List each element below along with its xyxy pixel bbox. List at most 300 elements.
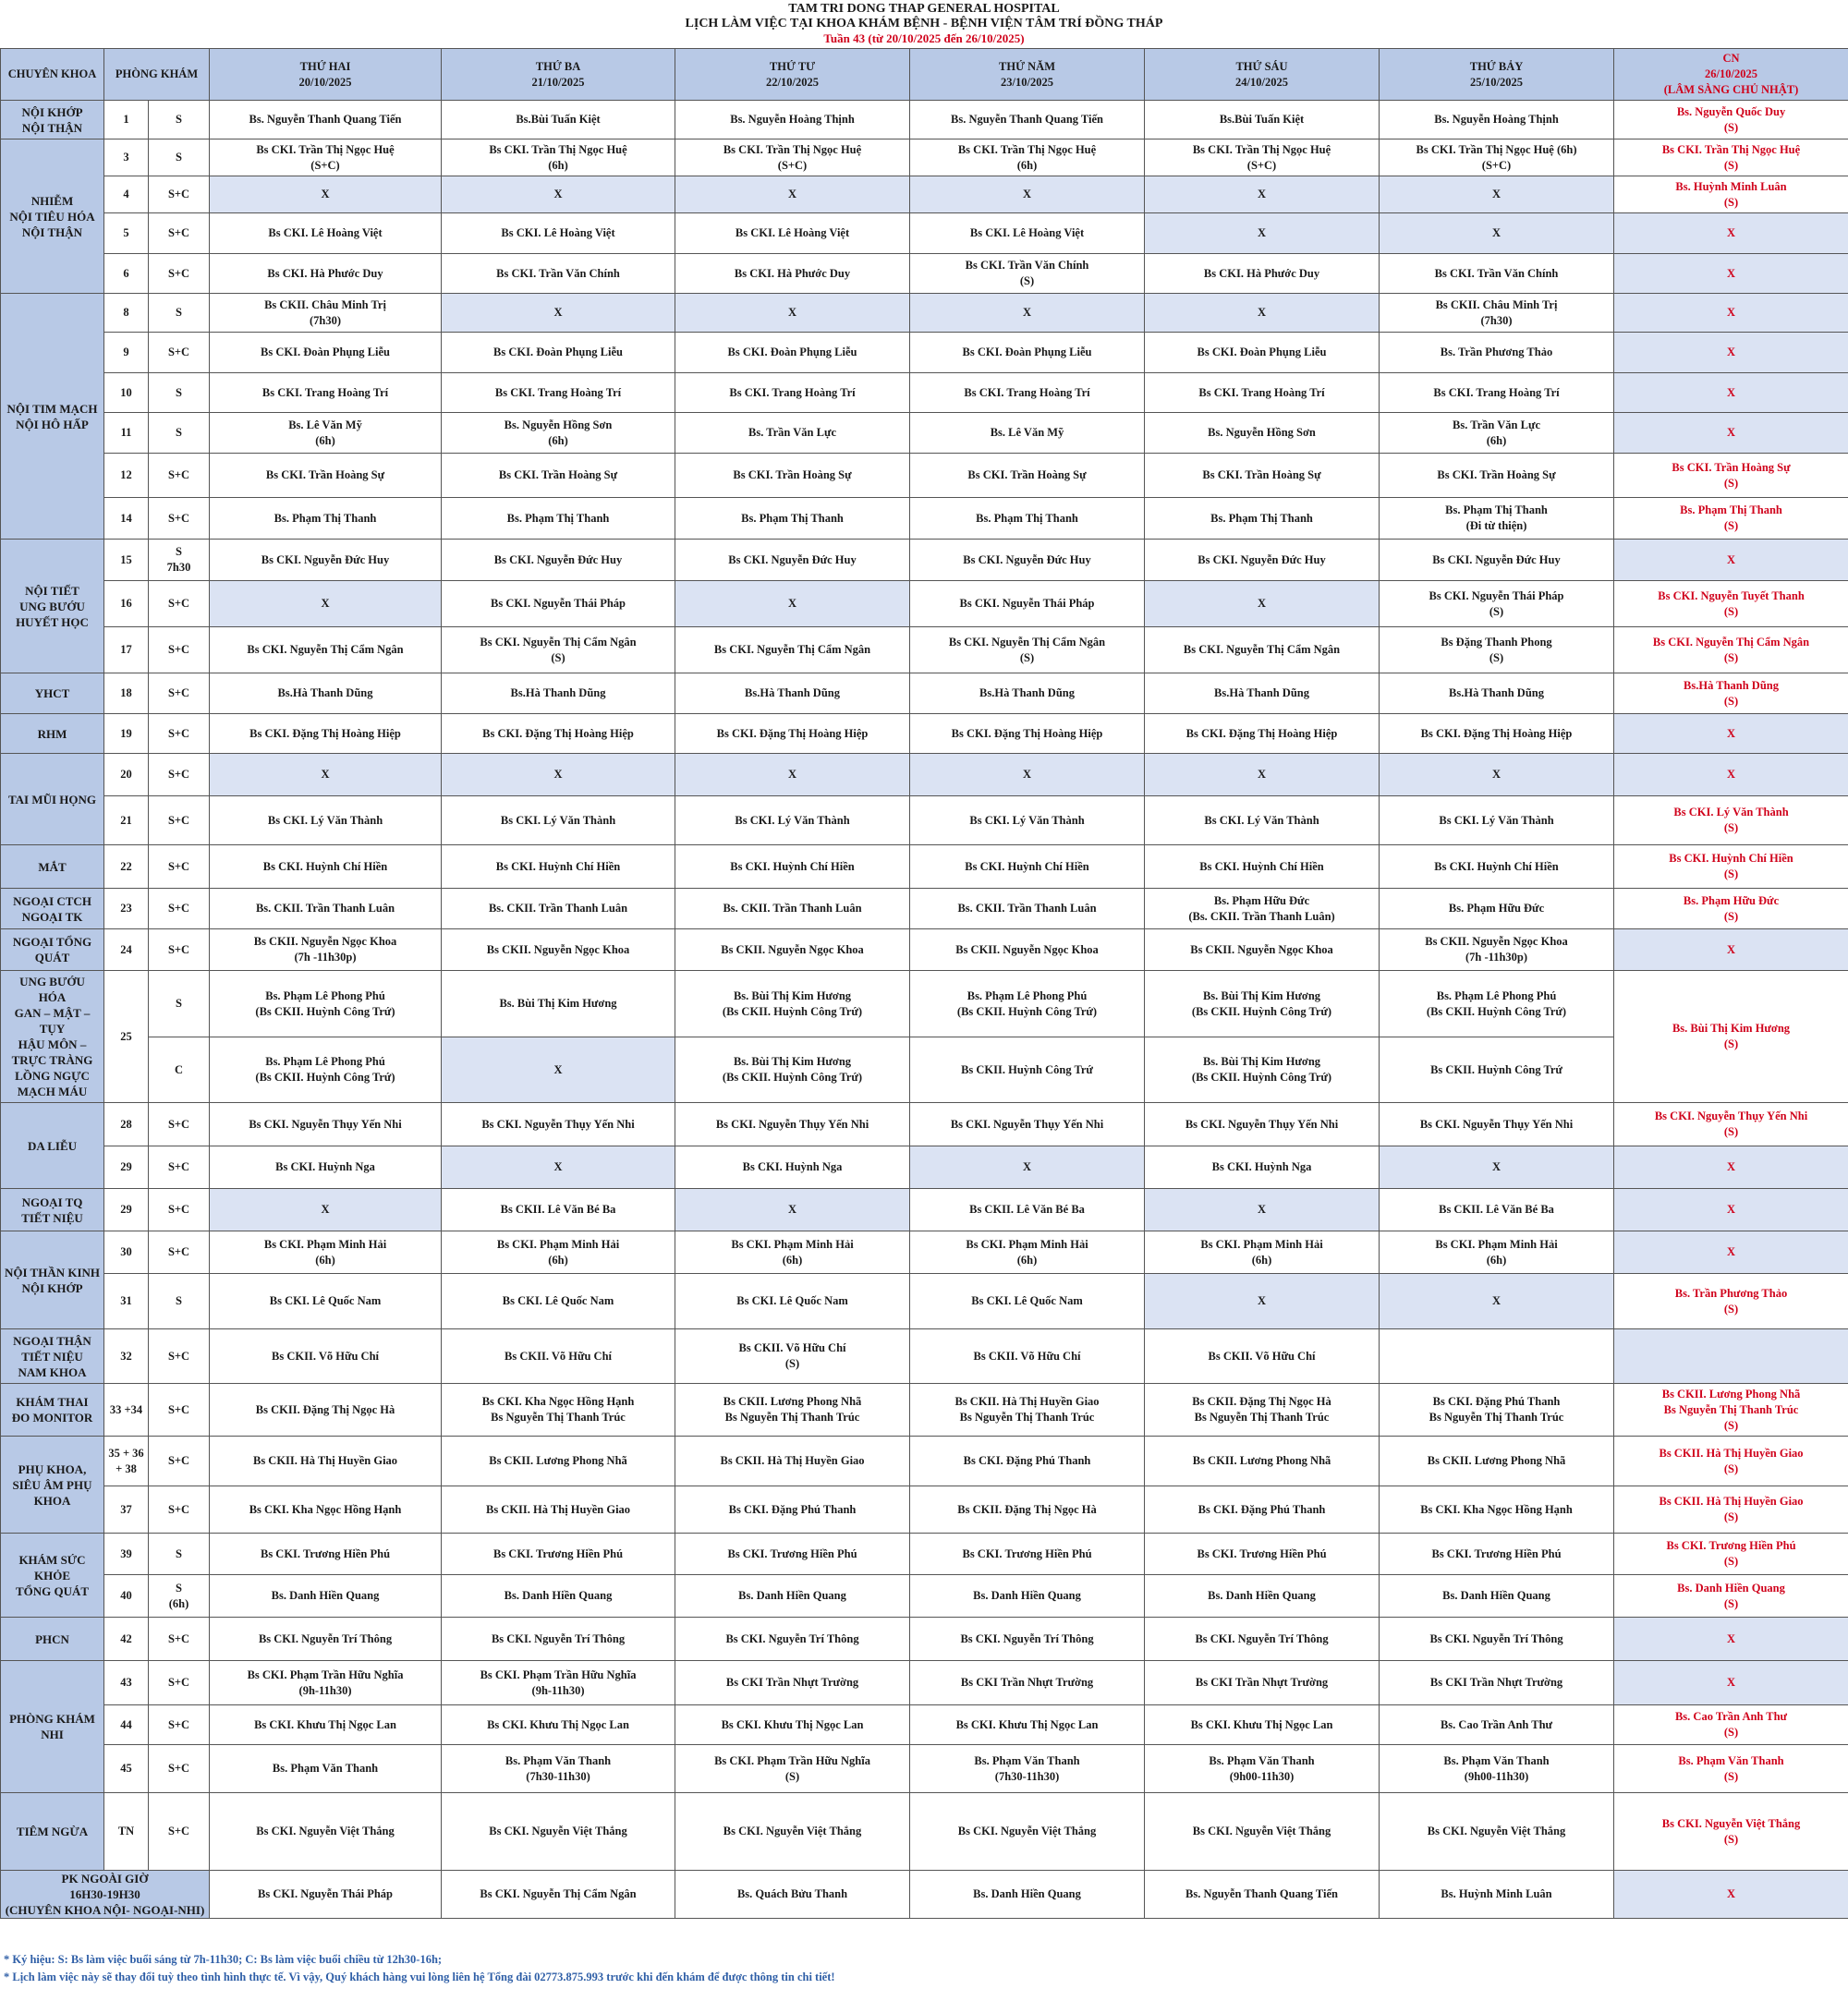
doctor-cell: Bs CKI. Lê Quốc Nam <box>442 1274 675 1329</box>
sunday-doctor-cell: Bs. Huỳnh Minh Luân (S) <box>1614 176 1848 213</box>
doctor-cell: Bs.Bùi Tuấn Kiệt <box>1145 101 1380 139</box>
doctor-cell: Bs CKI. Trần Thị Ngọc Huệ (S+C) <box>210 139 442 176</box>
room-number-cell: 33 +34 <box>104 1384 149 1437</box>
shift-cell: S+C <box>149 845 210 889</box>
doctor-cell: Bs CKI. Nguyễn Thụy Yến Nhi <box>442 1103 675 1146</box>
doctor-cell: Bs CKII. Hà Thị Huyền Giao <box>675 1437 910 1486</box>
doctor-cell: Bs CKI. Lý Văn Thành <box>1145 796 1380 845</box>
sunday-doctor-cell: X <box>1614 754 1848 796</box>
doctor-cell: Bs CKI. Đặng Phú Thanh <box>675 1486 910 1534</box>
doctor-cell: Bs. Trần Văn Lực <box>675 413 910 454</box>
doctor-cell: Bs CKI. Trần Hoàng Sự <box>442 454 675 498</box>
doctor-cell: Bs CKI. Trần Thị Ngọc Huệ (6h) <box>910 139 1145 176</box>
doctor-cell: Bs CKI. Đặng Phú Thanh Bs Nguyễn Thị Thanh Trúc <box>1380 1384 1614 1437</box>
doctor-cell: X <box>210 581 442 627</box>
doctor-cell: Bs. Nguyễn Hoàng Thịnh <box>675 101 910 139</box>
table-row <box>1 454 1848 498</box>
table-row <box>1 673 1848 714</box>
sunday-doctor-cell: X <box>1614 1871 1848 1919</box>
sunday-doctor-cell: Bs. Cao Trần Anh Thư (S) <box>1614 1705 1848 1745</box>
doctor-cell: Bs CKI. Phạm Minh Hải (6h) <box>210 1231 442 1274</box>
doctor-cell: Bs CKI. Hà Phước Duy <box>210 254 442 294</box>
doctor-cell: Bs CKI. Nguyễn Thái Pháp (S) <box>1380 581 1614 627</box>
doctor-cell: Bs.Hà Thanh Dũng <box>442 673 675 714</box>
doctor-cell: Bs. Nguyễn Thanh Quang Tiến <box>910 101 1145 139</box>
doctor-cell: Bs. CKII. Trần Thanh Luân <box>210 889 442 929</box>
doctor-cell: Bs. Danh Hiền Quang <box>910 1575 1145 1618</box>
doctor-cell: Bs. Phạm Thị Thanh <box>910 498 1145 540</box>
shift-cell: S+C <box>149 627 210 673</box>
doctor-cell: Bs CKII. Nguyễn Ngọc Khoa <box>1145 929 1380 971</box>
doctor-cell: Bs.Hà Thanh Dũng <box>1380 673 1614 714</box>
table-row <box>1 1793 1848 1871</box>
sunday-doctor-cell: X <box>1614 714 1848 754</box>
sunday-doctor-cell: X <box>1614 373 1848 413</box>
doctor-cell: Bs CKI. Nguyễn Thụy Yến Nhi <box>1380 1103 1614 1146</box>
doctor-cell: Bs CKI. Nguyễn Trí Thông <box>1145 1618 1380 1661</box>
table-row <box>1 1384 1848 1437</box>
doctor-cell: Bs CKI. Trương Hiền Phú <box>1145 1534 1380 1575</box>
sunday-doctor-cell: Bs.Hà Thanh Dũng (S) <box>1614 673 1848 714</box>
shift-cell: S+C <box>149 1618 210 1661</box>
doctor-cell: Bs CKII. Nguyễn Ngọc Khoa (7h -11h30p) <box>210 929 442 971</box>
doctor-cell: Bs CKI. Hà Phước Duy <box>1145 254 1380 294</box>
footnote: * Lịch làm việc này sẽ thay đổi tuỳ theo tình hình thực tế. Vì vậy, Quý khách hàng vui lòng liên hệ Tổng đài 02773.875.993 trước khi đến khám để được thông tin chi tiết! <box>4 1971 835 1983</box>
doctor-cell: X <box>442 294 675 333</box>
doctor-cell: Bs CKII. Châu Minh Trị (7h30) <box>210 294 442 333</box>
specialty-cell: KHÁM THAI ĐO MONITOR <box>1 1384 104 1437</box>
doctor-cell: Bs. Lê Văn Mỹ <box>910 413 1145 454</box>
room-number-cell: 19 <box>104 714 149 754</box>
shift-cell: S <box>149 139 210 176</box>
doctor-cell: Bs. Nguyễn Hồng Sơn <box>1145 413 1380 454</box>
shift-cell: S+C <box>149 498 210 540</box>
room-number-cell: 5 <box>104 213 149 254</box>
room-number-cell: 12 <box>104 454 149 498</box>
room-number-cell: 18 <box>104 673 149 714</box>
col-header-day: THỨ SÁU 24/10/2025 <box>1145 49 1380 101</box>
doctor-cell: X <box>1380 1146 1614 1189</box>
table-row <box>1 796 1848 845</box>
doctor-cell: X <box>442 754 675 796</box>
doctor-cell: Bs CKI. Khưu Thị Ngọc Lan <box>442 1705 675 1745</box>
room-number-cell: 45 <box>104 1745 149 1793</box>
sunday-doctor-cell: Bs CKI. Trần Thị Ngọc Huệ (S) <box>1614 139 1848 176</box>
doctor-cell: Bs CKI. Huỳnh Chí Hiền <box>442 845 675 889</box>
doctor-cell: Bs CKI. Nguyễn Thụy Yến Nhi <box>210 1103 442 1146</box>
doctor-cell: Bs. Huỳnh Minh Luân <box>1380 1871 1614 1919</box>
table-row <box>1 540 1848 581</box>
specialty-cell: KHÁM SỨC KHỎE TỔNG QUÁT <box>1 1534 104 1618</box>
doctor-cell: Bs CKI. Huỳnh Nga <box>675 1146 910 1189</box>
doctor-cell: Bs CKI. Nguyễn Việt Thắng <box>910 1793 1145 1871</box>
shift-cell: S+C <box>149 673 210 714</box>
room-number-cell: TN <box>104 1793 149 1871</box>
doctor-cell <box>1380 1329 1614 1384</box>
shift-cell: S+C <box>149 1103 210 1146</box>
shift-cell: S+C <box>149 929 210 971</box>
doctor-cell: Bs CKI. Nguyễn Trí Thông <box>210 1618 442 1661</box>
doctor-cell: Bs CKI. Trần Hoàng Sự <box>1380 454 1614 498</box>
room-number-cell: 10 <box>104 373 149 413</box>
doctor-cell: Bs. Cao Trần Anh Thư <box>1380 1705 1614 1745</box>
doctor-cell: Bs CKI. Đặng Thị Hoàng Hiệp <box>1145 714 1380 754</box>
doctor-cell: Bs CKI. Đoàn Phụng Liễu <box>910 333 1145 373</box>
sunday-doctor-cell: Bs. Danh Hiền Quang (S) <box>1614 1575 1848 1618</box>
shift-cell: S+C <box>149 1189 210 1231</box>
doctor-cell: Bs CKI. Nguyễn Thị Cẩm Ngân <box>675 627 910 673</box>
doctor-cell: Bs CKI. Nguyễn Trí Thông <box>1380 1618 1614 1661</box>
doctor-cell: X <box>910 294 1145 333</box>
doctor-cell: Bs. Phạm Lê Phong Phú (Bs CKII. Huỳnh Công Trứ) <box>210 971 442 1037</box>
doctor-cell: Bs CKI. Kha Ngọc Hồng Hạnh <box>1380 1486 1614 1534</box>
doctor-cell: Bs CKII. Lương Phong Nhã <box>1380 1437 1614 1486</box>
sunday-doctor-cell: Bs CKI. Lý Văn Thành (S) <box>1614 796 1848 845</box>
doctor-cell: Bs. Phạm Văn Thanh (7h30-11h30) <box>442 1745 675 1793</box>
table-header-row <box>1 49 1848 101</box>
shift-cell: S+C <box>149 581 210 627</box>
doctor-cell: Bs CKII. Đặng Thị Ngọc Hà <box>210 1384 442 1437</box>
doctor-cell: Bs CKI. Nguyễn Đức Huy <box>1380 540 1614 581</box>
table-row <box>1 1871 1848 1919</box>
doctor-cell: Bs CKI. Nguyễn Việt Thắng <box>210 1793 442 1871</box>
doctor-cell: Bs CKI. Nguyễn Thị Cẩm Ngân <box>210 627 442 673</box>
shift-cell: S 7h30 <box>149 540 210 581</box>
doctor-cell: Bs. Danh Hiền Quang <box>442 1575 675 1618</box>
table-row <box>1 1231 1848 1274</box>
doctor-cell: Bs. Nguyễn Hồng Sơn (6h) <box>442 413 675 454</box>
doctor-cell: Bs CKII. Huỳnh Công Trứ <box>910 1037 1145 1103</box>
table-row <box>1 627 1848 673</box>
col-header-day: THỨ NĂM 23/10/2025 <box>910 49 1145 101</box>
doctor-cell: Bs CKI. Lê Hoàng Việt <box>675 213 910 254</box>
doctor-cell: Bs. CKII. Trần Thanh Luân <box>442 889 675 929</box>
doctor-cell: Bs CKI. Trang Hoàng Trí <box>210 373 442 413</box>
room-number-cell: 8 <box>104 294 149 333</box>
shift-cell: S+C <box>149 889 210 929</box>
doctor-cell: Bs CKI. Đoàn Phụng Liễu <box>675 333 910 373</box>
doctor-cell: Bs CKI. Huỳnh Chí Hiền <box>1380 845 1614 889</box>
doctor-cell: Bs CKI. Trần Hoàng Sự <box>210 454 442 498</box>
room-number-cell: 1 <box>104 101 149 139</box>
shift-cell: S <box>149 413 210 454</box>
shift-cell: S+C <box>149 1146 210 1189</box>
doctor-cell: Bs CKII. Đặng Thị Ngọc Hà <box>910 1486 1145 1534</box>
doctor-cell: Bs Đặng Thanh Phong (S) <box>1380 627 1614 673</box>
doctor-cell: Bs CKII. Hà Thị Huyền Giao <box>210 1437 442 1486</box>
specialty-cell: MẮT <box>1 845 104 889</box>
doctor-cell: Bs CKI. Huỳnh Chí Hiền <box>675 845 910 889</box>
doctor-cell: Bs. Bùi Thị Kim Hương (Bs CKII. Huỳnh Công Trứ) <box>1145 971 1380 1037</box>
doctor-cell: Bs CKI. Nguyễn Việt Thắng <box>1380 1793 1614 1871</box>
doctor-cell: X <box>210 1189 442 1231</box>
doctor-cell: Bs CKI. Trần Thị Ngọc Huệ (S+C) <box>1145 139 1380 176</box>
shift-cell: S+C <box>149 714 210 754</box>
doctor-cell: Bs CKI. Khưu Thị Ngọc Lan <box>675 1705 910 1745</box>
doctor-cell: Bs CKII. Lương Phong Nhã <box>1145 1437 1380 1486</box>
sunday-doctor-cell: X <box>1614 1661 1848 1705</box>
shift-cell: S+C <box>149 1384 210 1437</box>
doctor-cell: Bs CKI. Huỳnh Nga <box>210 1146 442 1189</box>
doctor-cell: Bs CKI. Phạm Minh Hải (6h) <box>675 1231 910 1274</box>
doctor-cell: Bs. Phạm Thị Thanh <box>1145 498 1380 540</box>
col-header-day: THỨ BA 21/10/2025 <box>442 49 675 101</box>
doctor-cell: X <box>1145 294 1380 333</box>
doctor-cell: X <box>675 176 910 213</box>
room-number-cell: 37 <box>104 1486 149 1534</box>
doctor-cell: Bs CKI. Đặng Thị Hoàng Hiệp <box>675 714 910 754</box>
footnote: * Ký hiệu: S: Bs làm việc buổi sáng từ 7h-11h30; C: Bs làm việc buổi chiều từ 12h30-16h; <box>4 1953 443 1966</box>
doctor-cell: Bs CKI. Lê Hoàng Việt <box>210 213 442 254</box>
shift-cell: S+C <box>149 796 210 845</box>
doctor-cell: Bs. Danh Hiền Quang <box>910 1871 1145 1919</box>
doctor-cell: X <box>1145 213 1380 254</box>
doctor-cell: Bs CKII. Lê Văn Bé Ba <box>1380 1189 1614 1231</box>
doctor-cell: Bs. Phạm Lê Phong Phú (Bs CKII. Huỳnh Công Trứ) <box>210 1037 442 1103</box>
table-row <box>1 101 1848 139</box>
sunday-doctor-cell: Bs CKII. Lương Phong Nhã Bs Nguyễn Thị Thanh Trúc (S) <box>1614 1384 1848 1437</box>
room-number-cell: 39 <box>104 1534 149 1575</box>
doctor-cell: Bs CKI. Nguyễn Thị Cẩm Ngân (S) <box>910 627 1145 673</box>
doctor-cell: Bs CKI. Phạm Trần Hữu Nghĩa (9h-11h30) <box>210 1661 442 1705</box>
doctor-cell: Bs. Trần Văn Lực (6h) <box>1380 413 1614 454</box>
room-number-cell: 43 <box>104 1661 149 1705</box>
doctor-cell: Bs CKI. Lý Văn Thành <box>675 796 910 845</box>
table-row <box>1 889 1848 929</box>
room-number-cell: 6 <box>104 254 149 294</box>
doctor-cell: Bs CKII. Châu Minh Trị (7h30) <box>1380 294 1614 333</box>
doctor-cell: Bs CKII. Võ Hữu Chí <box>442 1329 675 1384</box>
shift-cell: S+C <box>149 1231 210 1274</box>
doctor-cell: X <box>1145 754 1380 796</box>
shift-cell: S <box>149 971 210 1037</box>
doctor-cell: Bs. Phạm Thị Thanh <box>442 498 675 540</box>
doctor-cell: Bs CKII. Võ Hữu Chí <box>1145 1329 1380 1384</box>
specialty-cell: TAI MŨI HỌNG <box>1 754 104 845</box>
specialty-cell: NỘI TIẾT UNG BƯỚU HUYẾT HỌC <box>1 540 104 673</box>
doctor-cell: Bs. Bùi Thị Kim Hương <box>442 971 675 1037</box>
doctor-cell: Bs CKI. Nguyễn Thái Pháp <box>442 581 675 627</box>
doctor-cell: Bs CKI. Trần Thị Ngọc Huệ (6h) (S+C) <box>1380 139 1614 176</box>
shift-cell: S+C <box>149 333 210 373</box>
week-label: Tuần 43 (từ 20/10/2025 đến 26/10/2025) <box>823 31 1025 45</box>
doctor-cell: Bs. Nguyễn Hoàng Thịnh <box>1380 101 1614 139</box>
doctor-cell: Bs CKI. Trương Hiền Phú <box>910 1534 1145 1575</box>
col-header-specialty: CHUYÊN KHOA <box>1 49 104 101</box>
hospital-name: TAM TRI DONG THAP GENERAL HOSPITAL <box>788 2 1060 16</box>
shift-cell: S <box>149 373 210 413</box>
doctor-cell: Bs CKI. Trương Hiền Phú <box>675 1534 910 1575</box>
doctor-cell: Bs CKI. Nguyễn Trí Thông <box>675 1618 910 1661</box>
doctor-cell: Bs CKI. Đặng Thị Hoàng Hiệp <box>442 714 675 754</box>
doctor-cell: X <box>442 1037 675 1103</box>
table-row <box>1 1037 1848 1103</box>
table-row <box>1 373 1848 413</box>
table-row <box>1 294 1848 333</box>
shift-cell: S <box>149 1534 210 1575</box>
sunday-doctor-cell: X <box>1614 1146 1848 1189</box>
table-row <box>1 413 1848 454</box>
doctor-cell: Bs.Hà Thanh Dũng <box>910 673 1145 714</box>
doctor-cell: Bs. Phạm Hữu Đức (Bs. CKII. Trần Thanh Luân) <box>1145 889 1380 929</box>
table-row <box>1 1705 1848 1745</box>
doctor-cell: X <box>675 294 910 333</box>
room-number-cell: 31 <box>104 1274 149 1329</box>
schedule-table <box>0 48 1848 1919</box>
doctor-cell: Bs. Phạm Lê Phong Phú (Bs CKII. Huỳnh Công Trứ) <box>1380 971 1614 1037</box>
sunday-doctor-cell: X <box>1614 333 1848 373</box>
sunday-doctor-cell: Bs CKI. Trần Hoàng Sự (S) <box>1614 454 1848 498</box>
doctor-cell: Bs CKI. Nguyễn Thị Cẩm Ngân <box>442 1871 675 1919</box>
shift-cell: S+C <box>149 254 210 294</box>
table-row <box>1 581 1848 627</box>
shift-cell: S <box>149 101 210 139</box>
doctor-cell: Bs CKI. Nguyễn Đức Huy <box>210 540 442 581</box>
doctor-cell: Bs CKI Trần Nhựt Trường <box>1145 1661 1380 1705</box>
doctor-cell: Bs CKI. Lê Quốc Nam <box>675 1274 910 1329</box>
specialty-cell: PHỤ KHOA, SIÊU ÂM PHỤ KHOA <box>1 1437 104 1534</box>
room-number-cell: 44 <box>104 1705 149 1745</box>
doctor-cell: Bs CKI. Phạm Minh Hải (6h) <box>910 1231 1145 1274</box>
col-header-sunday: CN 26/10/2025 (LÂM SÀNG CHỦ NHẬT) <box>1614 49 1848 101</box>
doctor-cell: X <box>910 1146 1145 1189</box>
specialty-cell: PK NGOÀI GIỜ 16H30-19H30 (CHUYÊN KHOA NỘI- NGOẠI-NHI) <box>1 1871 210 1919</box>
doctor-cell: Bs CKI. Phạm Minh Hải (6h) <box>442 1231 675 1274</box>
specialty-cell: NGOẠI TỔNG QUÁT <box>1 929 104 971</box>
doctor-cell: Bs CKI. Lý Văn Thành <box>210 796 442 845</box>
doctor-cell: Bs. Bùi Thị Kim Hương (Bs CKII. Huỳnh Công Trứ) <box>675 971 910 1037</box>
room-number-cell: 20 <box>104 754 149 796</box>
doctor-cell: X <box>675 754 910 796</box>
doctor-cell: Bs CKI. Nguyễn Đức Huy <box>910 540 1145 581</box>
specialty-cell: RHM <box>1 714 104 754</box>
doctor-cell: Bs. Danh Hiền Quang <box>675 1575 910 1618</box>
table-row <box>1 971 1848 1037</box>
doctor-cell: Bs CKI. Trần Văn Chính <box>1380 254 1614 294</box>
shift-cell: S+C <box>149 1705 210 1745</box>
doctor-cell: Bs CKI. Khưu Thị Ngọc Lan <box>210 1705 442 1745</box>
sunday-doctor-cell: X <box>1614 1231 1848 1274</box>
doctor-cell: Bs CKII. Lương Phong Nhã <box>442 1437 675 1486</box>
doctor-cell: Bs. Phạm Thị Thanh (Đi từ thiện) <box>1380 498 1614 540</box>
table-row <box>1 1745 1848 1793</box>
doctor-cell: X <box>675 581 910 627</box>
sunday-doctor-cell: Bs. Phạm Văn Thanh (S) <box>1614 1745 1848 1793</box>
table-row <box>1 1274 1848 1329</box>
specialty-cell: PHÒNG KHÁM NHI <box>1 1661 104 1793</box>
doctor-cell: Bs. Phạm Văn Thanh (9h00-11h30) <box>1145 1745 1380 1793</box>
doctor-cell: Bs CKI. Phạm Trần Hữu Nghĩa (9h-11h30) <box>442 1661 675 1705</box>
doctor-cell: Bs. Bùi Thị Kim Hương (Bs CKII. Huỳnh Công Trứ) <box>1145 1037 1380 1103</box>
room-number-cell: 24 <box>104 929 149 971</box>
doctor-cell: Bs CKI. Trần Hoàng Sự <box>1145 454 1380 498</box>
doctor-cell: Bs CKI. Huỳnh Nga <box>1145 1146 1380 1189</box>
doctor-cell: X <box>442 1146 675 1189</box>
doctor-cell: Bs CKI. Nguyễn Việt Thắng <box>442 1793 675 1871</box>
doctor-cell: Bs CKI. Kha Ngọc Hồng Hạnh Bs Nguyễn Thị Thanh Trúc <box>442 1384 675 1437</box>
shift-cell: S <box>149 294 210 333</box>
doctor-cell: Bs CKI. Trần Văn Chính (S) <box>910 254 1145 294</box>
doctor-cell: X <box>442 176 675 213</box>
sunday-doctor-cell: Bs CKI. Nguyễn Thị Cẩm Ngân (S) <box>1614 627 1848 673</box>
table-row <box>1 1575 1848 1618</box>
doctor-cell: Bs CKI. Lý Văn Thành <box>1380 796 1614 845</box>
sunday-doctor-cell: Bs. Phạm Thị Thanh (S) <box>1614 498 1848 540</box>
doctor-cell: Bs CKI. Trần Thị Ngọc Huệ (6h) <box>442 139 675 176</box>
specialty-cell: YHCT <box>1 673 104 714</box>
shift-cell: S+C <box>149 454 210 498</box>
doctor-cell: Bs CKI. Trần Hoàng Sự <box>910 454 1145 498</box>
room-number-cell: 29 <box>104 1189 149 1231</box>
table-row <box>1 176 1848 213</box>
sunday-doctor-cell: X <box>1614 1618 1848 1661</box>
room-number-cell: 4 <box>104 176 149 213</box>
shift-cell: C <box>149 1037 210 1103</box>
doctor-cell: Bs CKI. Nguyễn Việt Thắng <box>675 1793 910 1871</box>
room-number-cell: 35 + 36 + 38 <box>104 1437 149 1486</box>
shift-cell: S+C <box>149 754 210 796</box>
table-row <box>1 1437 1848 1486</box>
doctor-cell: Bs CKII. Nguyễn Ngọc Khoa <box>442 929 675 971</box>
doctor-cell: Bs CKI. Nguyễn Thị Cẩm Ngân <box>1145 627 1380 673</box>
doctor-cell: Bs. Nguyễn Thanh Quang Tiến <box>210 101 442 139</box>
schedule-body <box>1 101 1848 1919</box>
doctor-cell: Bs CKI. Nguyễn Thị Cẩm Ngân (S) <box>442 627 675 673</box>
specialty-cell: NGOẠI TQ TIẾT NIỆU <box>1 1189 104 1231</box>
shift-cell: S+C <box>149 176 210 213</box>
doctor-cell: Bs. Phạm Văn Thanh (9h00-11h30) <box>1380 1745 1614 1793</box>
sunday-doctor-cell <box>1614 1329 1848 1384</box>
shift-cell: S+C <box>149 1486 210 1534</box>
doctor-cell: Bs CKI. Trang Hoàng Trí <box>1145 373 1380 413</box>
doctor-cell: Bs.Hà Thanh Dũng <box>675 673 910 714</box>
doctor-cell: X <box>210 176 442 213</box>
doctor-cell: Bs CKI. Đặng Thị Hoàng Hiệp <box>210 714 442 754</box>
specialty-cell: NGOẠI THẬN TIẾT NIỆU NAM KHOA <box>1 1329 104 1384</box>
doctor-cell: Bs CKI. Nguyễn Thụy Yến Nhi <box>1145 1103 1380 1146</box>
doctor-cell: Bs CKI. Huỳnh Chí Hiền <box>1145 845 1380 889</box>
sunday-doctor-cell: Bs. Phạm Hữu Đức (S) <box>1614 889 1848 929</box>
sunday-doctor-cell: X <box>1614 413 1848 454</box>
doctor-cell: X <box>675 1189 910 1231</box>
sunday-doctor-cell: Bs. Nguyễn Quốc Duy (S) <box>1614 101 1848 139</box>
doctor-cell: Bs CKI Trần Nhựt Trường <box>1380 1661 1614 1705</box>
doctor-cell: Bs CKI. Trần Hoàng Sự <box>675 454 910 498</box>
room-number-cell: 42 <box>104 1618 149 1661</box>
doctor-cell: Bs.Hà Thanh Dũng <box>210 673 442 714</box>
room-number-cell: 17 <box>104 627 149 673</box>
doctor-cell: Bs CKI. Nguyễn Thụy Yến Nhi <box>910 1103 1145 1146</box>
sunday-doctor-cell: Bs CKII. Hà Thị Huyền Giao (S) <box>1614 1486 1848 1534</box>
doctor-cell: Bs CKI. Huỳnh Chí Hiền <box>210 845 442 889</box>
doctor-cell: Bs CKI Trần Nhựt Trường <box>675 1661 910 1705</box>
doctor-cell: X <box>1380 754 1614 796</box>
doctor-cell: Bs CKI. Phạm Trần Hữu Nghĩa (S) <box>675 1745 910 1793</box>
doctor-cell: Bs CKI. Trang Hoàng Trí <box>442 373 675 413</box>
doctor-cell: Bs CKII. Hà Thị Huyền Giao Bs Nguyễn Thị Thanh Trúc <box>910 1384 1145 1437</box>
doctor-cell: Bs.Hà Thanh Dũng <box>1145 673 1380 714</box>
sunday-doctor-cell: Bs CKI. Nguyễn Thụy Yến Nhi (S) <box>1614 1103 1848 1146</box>
table-row <box>1 1329 1848 1384</box>
room-number-cell: 30 <box>104 1231 149 1274</box>
doctor-cell: Bs CKI. Trang Hoàng Trí <box>1380 373 1614 413</box>
sunday-doctor-cell: X <box>1614 213 1848 254</box>
room-number-cell: 32 <box>104 1329 149 1384</box>
doctor-cell: Bs CKI. Nguyễn Thái Pháp <box>910 581 1145 627</box>
room-number-cell: 16 <box>104 581 149 627</box>
doctor-cell: Bs CKII. Hà Thị Huyền Giao <box>442 1486 675 1534</box>
doctor-cell: Bs CKI. Nguyễn Đức Huy <box>1145 540 1380 581</box>
